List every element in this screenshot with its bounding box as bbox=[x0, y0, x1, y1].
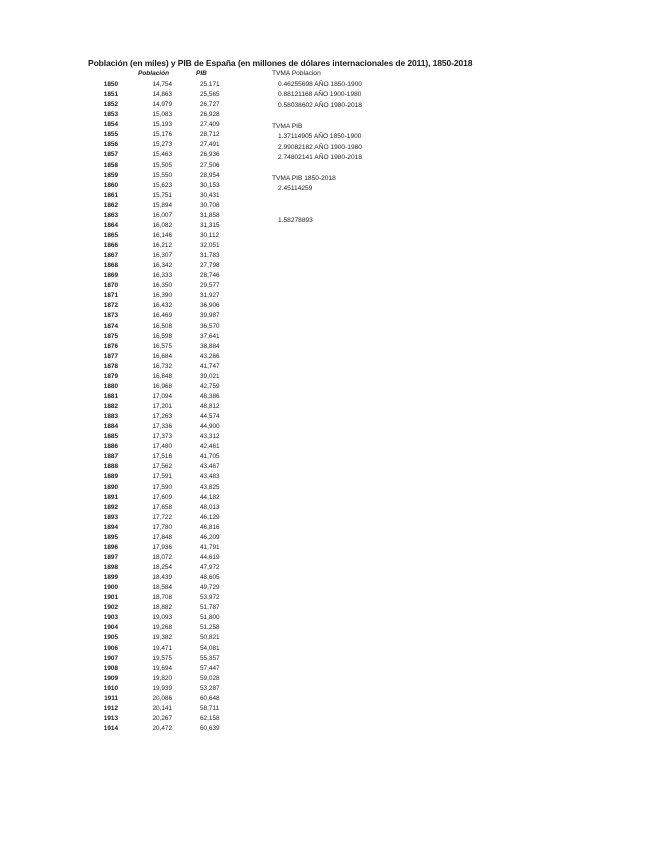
population-cell: 17,094 bbox=[152, 392, 172, 400]
gdp-cell: 37,641 bbox=[200, 332, 220, 340]
table-row bbox=[0, 654, 260, 664]
population-growth-1900-1980: 0.88121168 AÑO 1900-1980 bbox=[278, 91, 362, 98]
table-row bbox=[0, 120, 260, 130]
year-cell: 1878 bbox=[103, 362, 118, 370]
table-row bbox=[0, 523, 260, 533]
gdp-cell: 28,712 bbox=[200, 131, 220, 139]
year-cell: 1862 bbox=[103, 201, 118, 209]
year-cell: 1864 bbox=[103, 221, 118, 229]
population-cell: 16,342 bbox=[152, 262, 172, 270]
population-cell: 17,848 bbox=[152, 533, 172, 541]
gdp-cell: 30,153 bbox=[200, 181, 220, 189]
population-cell: 17,516 bbox=[152, 453, 172, 461]
table-row bbox=[0, 613, 260, 623]
table-row bbox=[0, 593, 260, 603]
table-row bbox=[0, 211, 260, 221]
year-cell: 1876 bbox=[103, 342, 118, 350]
gdp-cell: 46,129 bbox=[200, 513, 220, 521]
population-cell: 17,936 bbox=[152, 543, 172, 551]
year-cell: 1908 bbox=[103, 664, 118, 672]
gdp-cell: 43,483 bbox=[200, 473, 220, 481]
year-cell: 1911 bbox=[104, 694, 118, 702]
table-row bbox=[0, 110, 260, 120]
table-row bbox=[0, 462, 260, 472]
year-cell: 1874 bbox=[103, 322, 118, 330]
gdp-cell: 28,746 bbox=[200, 272, 220, 280]
year-cell: 1856 bbox=[103, 141, 118, 149]
gdp-cell: 41,705 bbox=[200, 453, 220, 461]
table-row bbox=[0, 251, 260, 261]
gdp-cell: 30,431 bbox=[200, 191, 220, 199]
gdp-cell: 59,028 bbox=[200, 674, 220, 682]
gdp-cell: 60,639 bbox=[200, 725, 220, 732]
table-row bbox=[0, 623, 260, 633]
table-row bbox=[0, 513, 260, 523]
year-cell: 1906 bbox=[103, 644, 118, 652]
gdp-growth-1900-1980: 2.99082182 AÑO 1900-1980 bbox=[278, 144, 362, 151]
gdp-cell: 31,783 bbox=[200, 252, 220, 260]
population-cell: 17,722 bbox=[152, 513, 172, 521]
gdp-cell: 30,708 bbox=[200, 201, 220, 209]
table-row bbox=[0, 633, 260, 643]
data-table bbox=[0, 80, 260, 734]
table-row bbox=[0, 483, 260, 493]
population-growth-title: TVMA Poblacion bbox=[272, 70, 321, 77]
table-row bbox=[0, 694, 260, 704]
population-cell: 16,968 bbox=[152, 382, 172, 390]
population-cell: 15,751 bbox=[152, 191, 172, 199]
table-row bbox=[0, 332, 260, 342]
population-cell: 16,307 bbox=[152, 252, 172, 260]
year-cell: 1892 bbox=[103, 503, 118, 511]
table-row bbox=[0, 352, 260, 362]
gdp-cell: 31,315 bbox=[200, 221, 220, 229]
population-cell: 18,072 bbox=[152, 553, 172, 561]
gdp-cell: 27,506 bbox=[200, 161, 220, 169]
gdp-cell: 51,258 bbox=[200, 624, 220, 632]
table-row bbox=[0, 573, 260, 583]
gdp-cell: 42,759 bbox=[200, 382, 220, 390]
gdp-cell: 48,605 bbox=[200, 574, 220, 582]
year-cell: 1897 bbox=[103, 553, 118, 561]
gdp-growth-overall-value: 2.45114259 bbox=[278, 185, 313, 192]
gdp-cell: 62,158 bbox=[200, 714, 220, 722]
year-cell: 1909 bbox=[103, 674, 118, 682]
year-cell: 1854 bbox=[103, 121, 118, 129]
gdp-cell: 25,565 bbox=[200, 91, 220, 99]
year-cell: 1914 bbox=[103, 725, 118, 732]
table-row bbox=[0, 442, 260, 452]
table-row bbox=[0, 503, 260, 513]
year-cell: 1903 bbox=[103, 614, 118, 622]
table-row bbox=[0, 553, 260, 563]
year-cell: 1901 bbox=[103, 594, 118, 602]
table-row bbox=[0, 301, 260, 311]
population-cell: 14,863 bbox=[152, 91, 172, 99]
population-column-header: Población bbox=[138, 70, 170, 77]
table-row bbox=[0, 311, 260, 321]
gdp-cell: 36,570 bbox=[200, 322, 220, 330]
extra-value: 1.58278893 bbox=[278, 217, 313, 224]
gdp-cell: 49,729 bbox=[200, 584, 220, 592]
year-cell: 1912 bbox=[103, 704, 118, 712]
table-row bbox=[0, 342, 260, 352]
gdp-cell: 31,927 bbox=[200, 292, 220, 300]
gdp-cell: 55,357 bbox=[200, 654, 220, 662]
population-cell: 17,562 bbox=[152, 463, 172, 471]
population-cell: 20,086 bbox=[152, 694, 172, 702]
population-cell: 17,263 bbox=[152, 413, 172, 421]
population-cell: 15,083 bbox=[152, 111, 172, 119]
year-cell: 1853 bbox=[103, 111, 118, 119]
population-cell: 17,336 bbox=[152, 423, 172, 431]
population-cell: 14,979 bbox=[152, 101, 172, 109]
population-cell: 15,273 bbox=[152, 141, 172, 149]
population-cell: 17,373 bbox=[152, 433, 172, 441]
gdp-cell: 60,648 bbox=[200, 694, 220, 702]
year-cell: 1899 bbox=[103, 574, 118, 582]
year-cell: 1913 bbox=[103, 714, 118, 722]
gdp-growth-1980-2018: 2.74802141 AÑO 1980-2018 bbox=[278, 154, 362, 161]
table-row bbox=[0, 714, 260, 724]
gdp-cell: 44,182 bbox=[200, 493, 220, 501]
population-cell: 16,432 bbox=[152, 302, 172, 310]
population-cell: 17,780 bbox=[152, 523, 172, 531]
year-cell: 1865 bbox=[103, 231, 118, 239]
year-cell: 1859 bbox=[103, 171, 118, 179]
year-cell: 1868 bbox=[103, 262, 118, 270]
gdp-cell: 27,491 bbox=[200, 141, 220, 149]
population-cell: 15,623 bbox=[152, 181, 172, 189]
table-row bbox=[0, 472, 260, 482]
year-cell: 1855 bbox=[103, 131, 118, 139]
population-cell: 16,350 bbox=[152, 282, 172, 290]
population-cell: 17,658 bbox=[152, 503, 172, 511]
gdp-cell: 26,727 bbox=[200, 101, 220, 109]
table-row bbox=[0, 90, 260, 100]
gdp-cell: 51,787 bbox=[200, 604, 220, 612]
population-cell: 16,146 bbox=[152, 231, 172, 239]
gdp-cell: 25,171 bbox=[200, 81, 220, 88]
population-growth-1980-2018: 0.58038602 AÑO 1980-2018 bbox=[278, 102, 362, 109]
gdp-cell: 43,312 bbox=[200, 433, 220, 441]
table-row bbox=[0, 150, 260, 160]
table-row bbox=[0, 422, 260, 432]
year-cell: 1904 bbox=[103, 624, 118, 632]
table-row bbox=[0, 130, 260, 140]
table-row bbox=[0, 452, 260, 462]
table-row bbox=[0, 281, 260, 291]
table-row bbox=[0, 724, 260, 734]
year-cell: 1905 bbox=[103, 634, 118, 642]
table-row bbox=[0, 140, 260, 150]
gdp-cell: 39,987 bbox=[200, 312, 220, 320]
population-cell: 15,463 bbox=[152, 151, 172, 159]
gdp-cell: 53,287 bbox=[200, 684, 220, 692]
gdp-cell: 58,711 bbox=[200, 704, 220, 712]
year-cell: 1885 bbox=[103, 433, 118, 441]
table-row bbox=[0, 201, 260, 211]
population-cell: 19,939 bbox=[152, 684, 172, 692]
year-cell: 1890 bbox=[103, 483, 118, 491]
gdp-growth-1850-1900: 1.37114905 AÑO 1850-1900 bbox=[278, 133, 362, 140]
population-cell: 16,848 bbox=[152, 372, 172, 380]
year-cell: 1852 bbox=[103, 101, 118, 109]
population-cell: 20,141 bbox=[152, 704, 172, 712]
year-cell: 1882 bbox=[103, 403, 118, 410]
population-cell: 19,820 bbox=[152, 674, 172, 682]
table-row bbox=[0, 322, 260, 332]
year-cell: 1902 bbox=[103, 604, 118, 612]
population-cell: 16,598 bbox=[152, 332, 172, 340]
gdp-cell: 43,467 bbox=[200, 463, 220, 471]
population-cell: 17,609 bbox=[152, 493, 172, 501]
population-cell: 16,469 bbox=[152, 312, 172, 320]
population-cell: 17,591 bbox=[152, 473, 172, 481]
year-cell: 1886 bbox=[103, 443, 118, 451]
population-cell: 20,472 bbox=[152, 725, 172, 732]
gdp-cell: 54,081 bbox=[200, 644, 220, 652]
population-cell: 19,575 bbox=[152, 654, 172, 662]
gdp-cell: 48,013 bbox=[200, 503, 220, 511]
gdp-cell: 27,798 bbox=[200, 262, 220, 270]
table-row bbox=[0, 382, 260, 392]
gdp-cell: 44,619 bbox=[200, 553, 220, 561]
population-cell: 19,093 bbox=[152, 614, 172, 622]
population-cell: 19,471 bbox=[152, 644, 172, 652]
table-row bbox=[0, 191, 260, 201]
table-row bbox=[0, 100, 260, 110]
table-row bbox=[0, 271, 260, 281]
year-cell: 1869 bbox=[103, 272, 118, 280]
gdp-cell: 32,051 bbox=[200, 242, 220, 249]
population-cell: 17,480 bbox=[152, 443, 172, 451]
gdp-cell: 44,574 bbox=[200, 413, 220, 421]
gdp-growth-title: TVMA PIB bbox=[272, 123, 303, 130]
population-cell: 17,201 bbox=[152, 403, 172, 410]
population-cell: 19,268 bbox=[152, 624, 172, 632]
gdp-cell: 27,409 bbox=[200, 121, 220, 129]
table-row bbox=[0, 402, 260, 412]
gdp-cell: 43,266 bbox=[200, 352, 220, 360]
population-cell: 15,550 bbox=[152, 171, 172, 179]
year-cell: 1863 bbox=[103, 211, 118, 219]
table-row bbox=[0, 432, 260, 442]
gdp-cell: 43,825 bbox=[200, 483, 220, 491]
year-cell: 1895 bbox=[103, 533, 118, 541]
year-cell: 1893 bbox=[103, 513, 118, 521]
year-cell: 1880 bbox=[103, 382, 118, 390]
table-row bbox=[0, 291, 260, 301]
gdp-cell: 42,461 bbox=[200, 443, 220, 451]
population-cell: 16,390 bbox=[152, 292, 172, 300]
table-row bbox=[0, 674, 260, 684]
year-cell: 1871 bbox=[103, 292, 118, 300]
population-cell: 16,575 bbox=[152, 342, 172, 350]
gdp-cell: 36,906 bbox=[200, 302, 220, 310]
gdp-cell: 50,821 bbox=[200, 634, 220, 642]
year-cell: 1867 bbox=[103, 252, 118, 260]
table-row bbox=[0, 231, 260, 241]
year-cell: 1910 bbox=[103, 684, 118, 692]
population-cell: 18,584 bbox=[152, 584, 172, 592]
population-cell: 16,333 bbox=[152, 272, 172, 280]
table-row bbox=[0, 704, 260, 714]
table-row bbox=[0, 684, 260, 694]
gdp-column-header: PIB bbox=[196, 70, 207, 77]
year-cell: 1900 bbox=[103, 584, 118, 592]
table-row bbox=[0, 241, 260, 251]
population-cell: 16,732 bbox=[152, 362, 172, 370]
table-row bbox=[0, 412, 260, 422]
gdp-cell: 28,954 bbox=[200, 171, 220, 179]
table-row bbox=[0, 603, 260, 613]
year-cell: 1860 bbox=[103, 181, 118, 189]
table-row bbox=[0, 563, 260, 573]
table-row bbox=[0, 372, 260, 382]
table-row bbox=[0, 493, 260, 503]
population-cell: 16,684 bbox=[152, 352, 172, 360]
population-cell: 17,590 bbox=[152, 483, 172, 491]
year-cell: 1872 bbox=[103, 302, 118, 310]
table-row bbox=[0, 181, 260, 191]
year-cell: 1857 bbox=[103, 151, 118, 159]
table-row bbox=[0, 583, 260, 593]
year-cell: 1879 bbox=[103, 372, 118, 380]
year-cell: 1877 bbox=[103, 352, 118, 360]
year-cell: 1907 bbox=[103, 654, 118, 662]
population-cell: 14,754 bbox=[152, 81, 172, 88]
table-row bbox=[0, 664, 260, 674]
population-cell: 15,176 bbox=[152, 131, 172, 139]
gdp-cell: 53,972 bbox=[200, 594, 220, 602]
gdp-cell: 44,900 bbox=[200, 423, 220, 431]
year-cell: 1883 bbox=[103, 413, 118, 421]
year-cell: 1858 bbox=[103, 161, 118, 169]
year-cell: 1889 bbox=[103, 473, 118, 481]
gdp-cell: 47,972 bbox=[200, 564, 220, 571]
population-cell: 16,007 bbox=[152, 211, 172, 219]
year-cell: 1873 bbox=[103, 312, 118, 320]
gdp-cell: 46,816 bbox=[200, 523, 220, 531]
table-row bbox=[0, 362, 260, 372]
table-row bbox=[0, 261, 260, 271]
population-cell: 16,508 bbox=[152, 322, 172, 330]
population-cell: 16,212 bbox=[152, 242, 172, 249]
population-cell: 19,694 bbox=[152, 664, 172, 672]
gdp-cell: 48,812 bbox=[200, 403, 220, 410]
table-row bbox=[0, 171, 260, 181]
year-cell: 1850 bbox=[103, 81, 118, 88]
gdp-cell: 29,577 bbox=[200, 282, 220, 290]
table-row bbox=[0, 392, 260, 402]
year-cell: 1884 bbox=[103, 423, 118, 431]
table-row bbox=[0, 644, 260, 654]
table-row bbox=[0, 543, 260, 553]
year-cell: 1851 bbox=[103, 91, 118, 99]
year-cell: 1881 bbox=[103, 392, 118, 400]
table-row bbox=[0, 221, 260, 231]
gdp-cell: 48,386 bbox=[200, 392, 220, 400]
year-cell: 1870 bbox=[103, 282, 118, 290]
gdp-cell: 26,936 bbox=[200, 151, 220, 159]
gdp-cell: 26,928 bbox=[200, 111, 220, 119]
gdp-cell: 51,800 bbox=[200, 614, 220, 622]
population-cell: 18,882 bbox=[152, 604, 172, 612]
population-cell: 20,267 bbox=[152, 714, 172, 722]
gdp-cell: 31,858 bbox=[200, 211, 220, 219]
gdp-cell: 41,747 bbox=[200, 362, 220, 370]
gdp-cell: 41,791 bbox=[200, 543, 220, 551]
population-cell: 15,894 bbox=[152, 201, 172, 209]
year-cell: 1866 bbox=[103, 242, 118, 249]
table-row bbox=[0, 80, 260, 90]
gdp-cell: 38,884 bbox=[200, 342, 220, 350]
year-cell: 1861 bbox=[103, 191, 118, 199]
table-row bbox=[0, 533, 260, 543]
population-cell: 18,439 bbox=[152, 574, 172, 582]
gdp-cell: 30,112 bbox=[200, 231, 220, 239]
population-cell: 18,254 bbox=[152, 564, 172, 571]
population-cell: 18,708 bbox=[152, 594, 172, 602]
year-cell: 1891 bbox=[103, 493, 118, 501]
population-cell: 16,082 bbox=[152, 221, 172, 229]
gdp-cell: 46,209 bbox=[200, 533, 220, 541]
year-cell: 1875 bbox=[103, 332, 118, 340]
gdp-growth-overall-title: TVMA PIB 1850-2018 bbox=[272, 175, 336, 182]
year-cell: 1894 bbox=[103, 523, 118, 531]
year-cell: 1896 bbox=[103, 543, 118, 551]
year-cell: 1898 bbox=[103, 564, 118, 571]
year-cell: 1888 bbox=[103, 463, 118, 471]
population-cell: 19,382 bbox=[152, 634, 172, 642]
population-cell: 15,193 bbox=[152, 121, 172, 129]
year-cell: 1887 bbox=[103, 453, 118, 461]
page-title: Población (en miles) y PIB de España (en millones de dólares internacionales de 2011), 1850-2018 bbox=[88, 58, 473, 68]
population-cell: 15,505 bbox=[152, 161, 172, 169]
gdp-cell: 39,021 bbox=[200, 372, 220, 380]
gdp-cell: 57,447 bbox=[200, 664, 220, 672]
table-row bbox=[0, 161, 260, 171]
population-growth-1850-1900: 0.46255698 AÑO 1850-1900 bbox=[278, 81, 362, 88]
